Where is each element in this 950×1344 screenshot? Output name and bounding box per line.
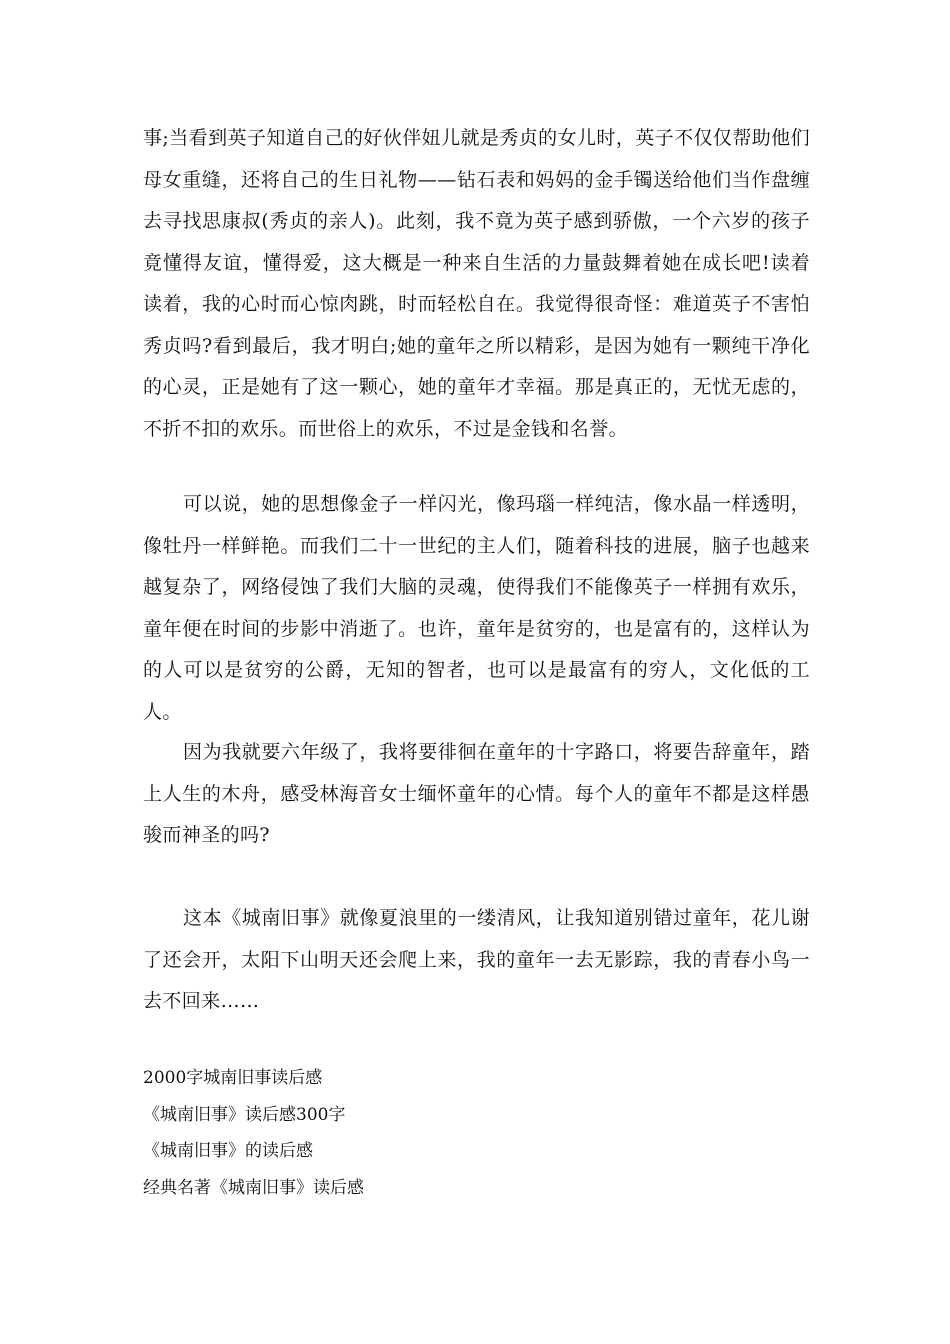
paragraph-4-block [143,898,810,1023]
related-link-3[interactable]: 《城南旧事》的读后感 [143,1141,313,1161]
paragraph-1: 事;当看到英子知道自己的好伙伴妞儿就是秀贞的女儿时，英子不仅仅帮助他们母女重缝，还将自己的生日礼物——钻石表和妈妈的金手镯送给他们当作盘缠去寻找思康叔(秀贞的亲人)。此刻，我不竟为英子感到骄傲，一个六岁的孩子竟懂得友谊，懂得爱，这大概是一种来自生活的力量鼓舞着她在成长吧!读着读着，我的心时而心惊肉跳，时而轻松自在。我觉得很奇怪：难道英子不害怕秀贞吗?看到最后，我才明白;她的童年之所以精彩，是因为她有一颗纯干净化的心灵，正是她有了这一颗心，她的童年才幸福。那是真正的，无忧无虑的，不折不扣的欢乐。而世俗上的欢乐，不过是金钱和名誉。 [143,127,810,440]
related-link-2[interactable]: 《城南旧事》读后感300字 [143,1104,346,1125]
paragraph-2: 可以说，她的思想像金子一样闪光，像玛瑙一样纯洁，像水晶一样透明，像牡丹一样鲜艳。而我们二十一世纪的主人们，随着科技的进展，脑子也越来越复杂了，网络侵蚀了我们大脑的灵魂，使得我们不能像英子一样拥有欢乐，童年便在时间的步影中消逝了。也许，童年是贫穷的，也是富有的，这样认为的人可以是贫穷的公爵，无知的智者，也可以是最富有的穷人，文化低的工人。 [143,493,810,723]
paragraph-3-block [143,732,810,857]
related-links [143,1060,810,1206]
paragraph-1-block [143,118,810,450]
paragraph-3: 因为我就要六年级了，我将要徘徊在童年的十字路口，将要告辞童年，踏上人生的木舟，感受林海音女士缅怀童年的心情。每个人的童年不都是这样愚骏而神圣的吗? [143,741,810,846]
related-link-1[interactable]: 2000字城南旧事读后感 [143,1068,323,1088]
paragraph-4: 这本《城南旧事》就像夏浪里的一缕清风，让我知道别错过童年，花儿谢了还会开，太阳下山明天还会爬上来，我的童年一去无影踪，我的青春小鸟一去不回来…… [143,907,810,1012]
paragraph-2-block [143,484,810,733]
related-link-4[interactable]: 经典名著《城南旧事》读后感 [143,1177,364,1198]
